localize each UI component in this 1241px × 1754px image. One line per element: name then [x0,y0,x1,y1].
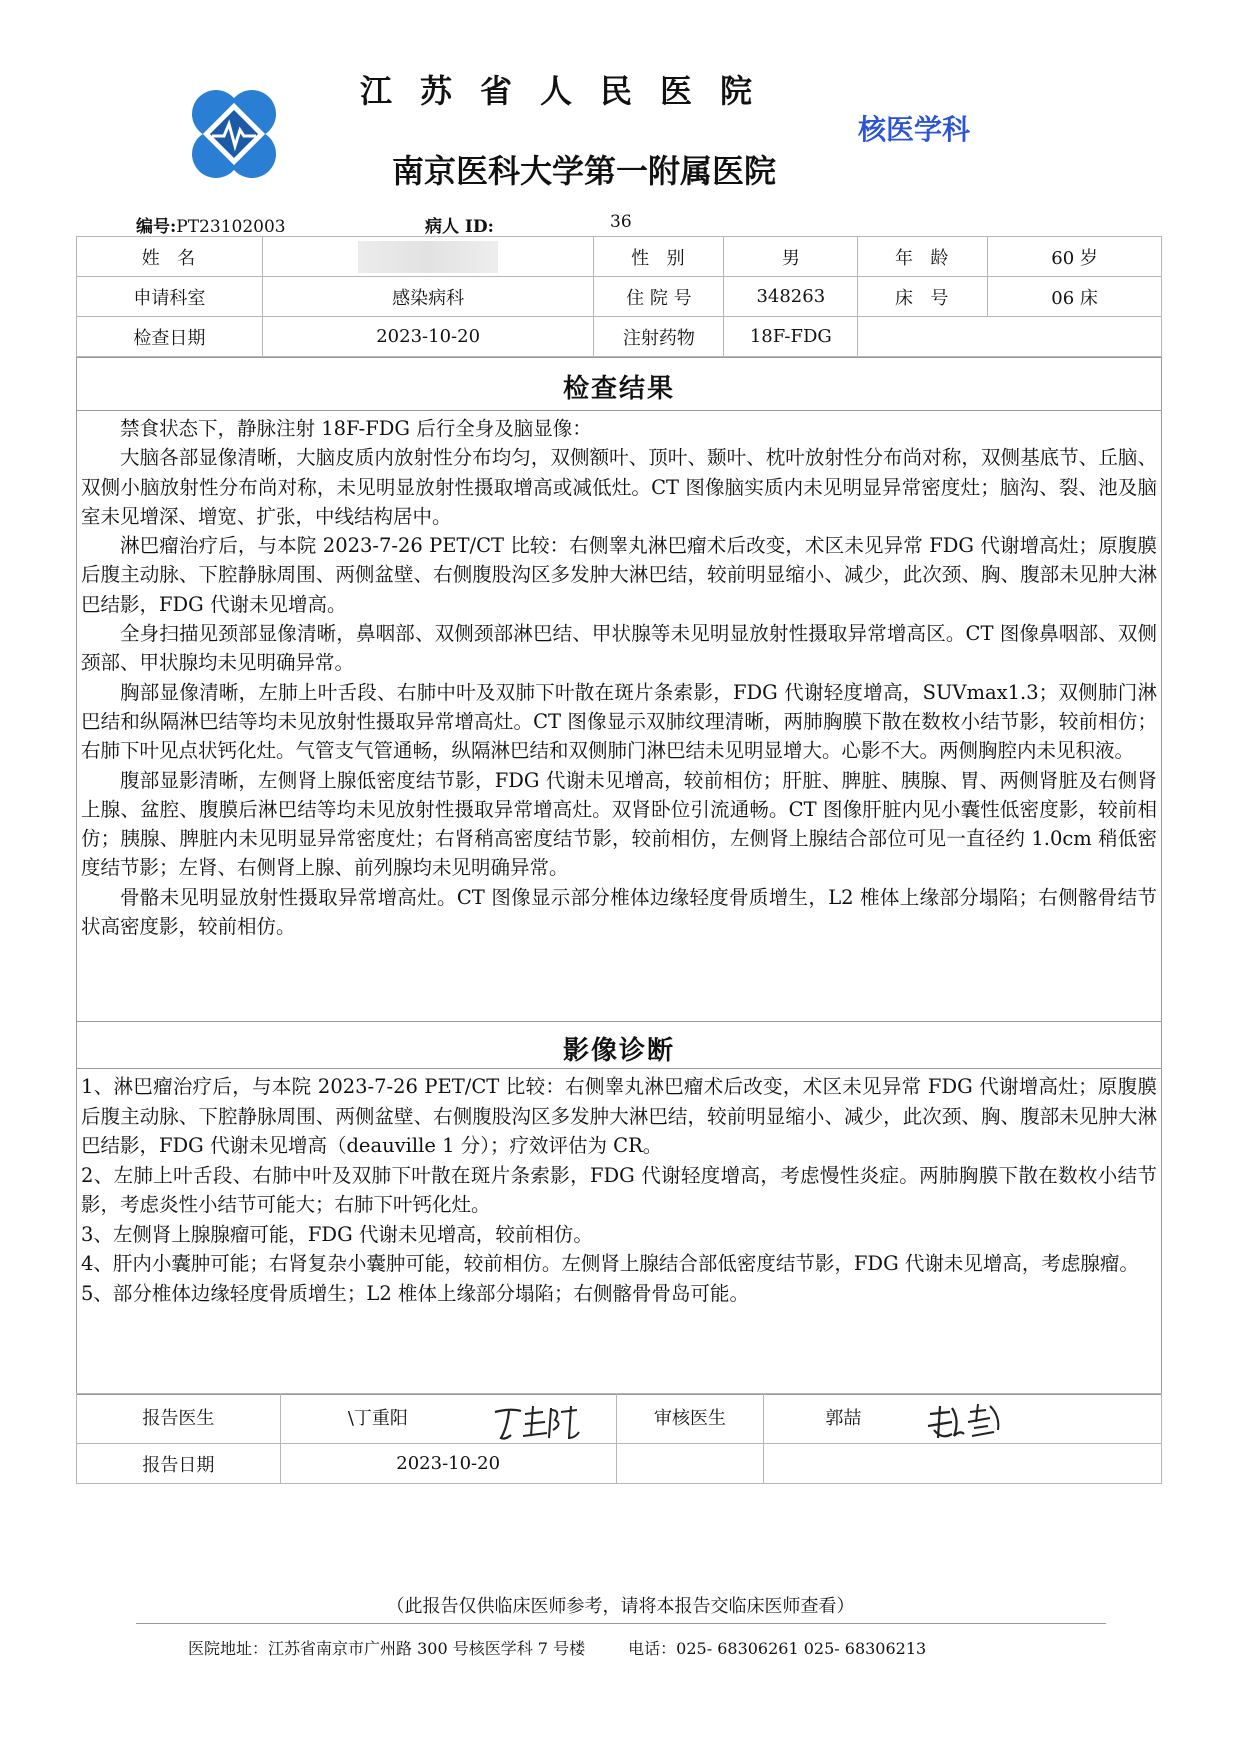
diagnosis-item: 3、左侧肾上腺腺瘤可能，FDG 代谢未见增高，较前相仿。 [81,1222,593,1246]
findings-paragraph: 全身扫描见颈部显像清晰，鼻咽部、双侧颈部淋巴结、甲状腺等未见明显放射性摄取异常增高区。CT 图像鼻咽部、双侧颈部、甲状腺均未见明确异常。 [81,622,1157,675]
patient-id: 36 [610,212,632,232]
footer-divider [136,1623,1106,1624]
admission-no: 348263 [724,277,858,317]
reporter-name: \丁重阳 [347,1408,408,1429]
empty-cell [764,1444,1162,1484]
request-dept: 感染病科 [262,277,594,317]
diagnosis-text [81,1072,1157,1308]
patient-id-label: 病人 ID: [425,217,494,237]
divider [77,410,1161,411]
footer-address [188,1636,926,1659]
findings-text [81,414,1157,941]
footer-note: （此报告仅供临床医师参考，请将本报告交临床医师查看） [386,1596,855,1617]
diagnosis-item: 4、肝内小囊肿可能；右肾复杂小囊肿可能，较前相仿。左侧肾上腺结合部低密度结节影，FDG 代谢未见增高，考虑腺瘤。 [81,1252,1139,1275]
patient-sex: 男 [724,237,858,277]
findings-paragraph: 腹部显影清晰，左侧肾上腺低密度结节影，FDG 代谢未见增高，较前相仿；肝脏、脾脏、胰腺、胃、两侧肾脏及右侧肾上腺、盆腔、腹膜后淋巴结等均未见放射性摄取异常增高灶。双肾卧位引流通畅。CT 图像肝脏内见小囊性低密度影，较前相仿；胰腺、脾脏内未见明显异常密度灶；右肾稍高密度结节影，较前相仿，左侧肾上腺结合部位可见一直径约 1.0cm 稍低密度结节影；左肾、右侧肾上腺、前列腺均未见明确异常。 [81,768,1157,880]
name-label: 姓 名 [77,237,263,277]
reviewer-label: 审核医生 [616,1394,764,1444]
bed-label: 床 号 [858,277,988,317]
report-date-label: 报告日期 [77,1444,281,1484]
sex-label: 性 别 [594,237,724,277]
divider [77,1021,1161,1022]
report-body [76,357,1162,1395]
findings-paragraph: 淋巴瘤治疗后，与本院 2023-7-26 PET/CT 比较：右侧睾丸淋巴瘤术后改变，术区未见异常 FDG 代谢增高灶；原腹膜后腹主动脉、下腔静脉周围、两侧盆壁、右侧腹股沟区多发肿大淋巴结，较前明显缩小、减少，此次颈、胸、腹部未见肿大淋巴结影，FDG 代谢未见增高。 [81,534,1157,616]
dept-label: 申请科室 [77,277,263,317]
findings-paragraph: 胸部显像清晰，左肺上叶舌段、右肺中叶及双肺下叶散在斑片条索影，FDG 代谢轻度增高，SUVmax1.3；双侧肺门淋巴结和纵隔淋巴结等均未见放射性摄取异常增高灶。CT 图像显示双肺纹理清晰，两肺胸膜下散在数枚小结节影，较前相仿；右肺下叶见点状钙化灶。气管支气管通畅，纵隔淋巴结和双侧肺门淋巴结未见明显增大。心影不大。两侧胸腔内未见积液。 [81,680,1157,763]
patient-name [262,237,594,277]
patient-info-table [76,236,1162,357]
reviewer-cell [764,1394,1162,1444]
findings-paragraph: 禁食状态下，静脉注射 18F-FDG 后行全身及脑显像： [120,417,592,440]
diagnosis-item: 1、淋巴瘤治疗后，与本院 2023-7-26 PET/CT 比较：右侧睾丸淋巴瘤术后改变，术区未见异常 FDG 代谢增高灶；原腹膜后腹主动脉、下腔静脉周围、两侧盆壁、右侧腹股沟区多发肿大淋巴结，较前明显缩小、减少，此次颈、胸、腹部未见肿大淋巴结影，FDG 代谢未见增高（deauville 1 分）；疗效评估为 CR。 [81,1075,1157,1157]
admission-label: 住 院 号 [594,277,724,317]
signature-table [76,1393,1162,1484]
empty-cell [858,317,1162,357]
patient-age: 60 岁 [988,237,1162,277]
reporter-label: 报告医生 [77,1394,281,1444]
phone-numbers: 电话：025- 68306261 025- 68306213 [628,1639,927,1658]
diagnosis-item: 5、部分椎体边缘轻度骨质增生；L2 椎体上缘部分塌陷；右侧髂骨骨岛可能。 [81,1281,749,1305]
report-number: 编号:PT23102003 [136,217,286,237]
hospital-name: 江苏省人民医院 [360,72,781,110]
diagnosis-item: 2、左肺上叶舌段、右肺中叶及双肺下叶散在斑片条索影，FDG 代谢轻度增高，考虑慢性炎症。两肺胸膜下散在数枚小结节影，考虑炎性小结节可能大；右肺下叶钙化灶。 [81,1163,1157,1216]
hospital-address: 医院地址：江苏省南京市广州路 300 号核医学科 7 号楼 [188,1639,586,1658]
reviewer-signature [926,1400,1006,1444]
reviewer-name: 郭喆 [825,1408,862,1429]
department-title: 核医学科 [858,113,971,146]
age-label: 年 龄 [858,237,988,277]
empty-cell [616,1444,764,1484]
diagnosis-title: 影像诊断 [562,1036,675,1066]
reporter-signature [491,1402,581,1444]
report-date: 2023-10-20 [280,1444,616,1484]
findings-paragraph: 骨骼未见明显放射性摄取异常增高灶。CT 图像显示部分椎体边缘轻度骨质增生，L2 椎体上缘部分塌陷；右侧髂骨结节状高密度影，较前相仿。 [81,885,1157,939]
injected-drug: 18F-FDG [724,317,858,357]
findings-title: 检查结果 [562,374,675,404]
hospital-subname: 南京医科大学第一附属医院 [392,152,777,190]
exam-date: 2023-10-20 [262,317,594,357]
divider [77,1068,1161,1069]
drug-label: 注射药物 [594,317,724,357]
exam-date-label: 检查日期 [77,317,263,357]
bed-no: 06 床 [988,277,1162,317]
findings-paragraph: 大脑各部显像清晰，大脑皮质内放射性分布均匀，双侧额叶、顶叶、颞叶、枕叶放射性分布尚对称，双侧基底节、丘脑、双侧小脑放射性分布尚对称，未见明显放射性摄取增高或减低灶。CT 图像脑实质内未见明显异常密度灶；脑沟、裂、池及脑室未见增深、增宽、扩张，中线结构居中。 [81,446,1157,528]
redacted-name [358,241,498,273]
hospital-logo-icon [186,86,282,182]
reporter-cell [280,1394,616,1444]
